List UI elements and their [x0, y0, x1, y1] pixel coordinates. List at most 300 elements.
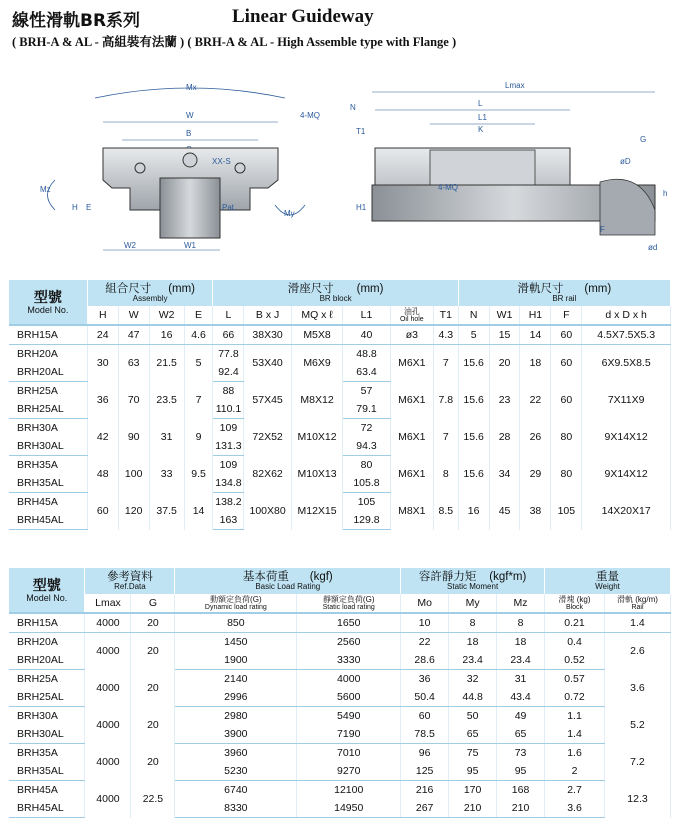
cell-my: 18 — [449, 633, 497, 652]
page-header — [0, 0, 680, 60]
cell-f: 60 — [551, 382, 582, 419]
col-w2: W2 — [149, 306, 184, 325]
cell-mo: 28.6 — [401, 651, 449, 670]
cell-n: 5 — [458, 325, 489, 345]
cell-dDh: 4.5X7.5X5.3 — [582, 325, 671, 345]
weight-cn: 重量 — [596, 571, 620, 583]
load-table-body — [9, 613, 671, 818]
model-cell: BRH30A — [9, 707, 85, 726]
cell-mo: 36 — [401, 670, 449, 689]
cell-mq: M5X8 — [291, 325, 343, 345]
cell-mo: 10 — [401, 613, 449, 633]
cell-mz: 18 — [497, 633, 545, 652]
col-dynamic-en: Dynamic load rating — [204, 603, 267, 611]
table-row — [9, 707, 671, 726]
load-en: Basic Load Rating — [255, 582, 321, 591]
cell-e: 4.6 — [184, 325, 213, 345]
cell-mq: M6X9 — [291, 345, 343, 382]
cell-w2: 16 — [149, 325, 184, 345]
cell-h: 48 — [87, 456, 118, 493]
cell-g: 20 — [131, 613, 175, 633]
col-rail — [604, 594, 670, 613]
label-mx: Mx — [186, 83, 197, 92]
cell-bj: 82X62 — [244, 456, 291, 493]
cell-mo: 78.5 — [401, 725, 449, 744]
cell-n: 15.6 — [458, 345, 489, 382]
model-cell: BRH15A — [9, 325, 87, 345]
cell-mq: M12X15 — [291, 493, 343, 530]
cell-w1: 20 — [489, 345, 520, 382]
label-my: My — [284, 209, 295, 218]
rail-cn: 滑軌尺寸 — [517, 283, 564, 295]
col-g: G — [131, 594, 175, 613]
cell-l: 109 — [213, 456, 244, 475]
ref-cn: 參考資料 — [106, 571, 153, 583]
cell-l: 110.1 — [213, 400, 244, 419]
assembly-en: Assembly — [132, 294, 168, 303]
cell-block: 0.57 — [545, 670, 605, 689]
cell-l1: 79.1 — [343, 400, 390, 419]
load-unit: (kgf) — [309, 571, 333, 583]
cell-t1: 4.3 — [433, 325, 458, 345]
table-row — [9, 744, 671, 763]
title-cn: 線性滑軌BR系列 — [12, 11, 141, 31]
col-w: W — [118, 306, 149, 325]
cell-rail: 2.6 — [604, 633, 670, 670]
model-header-en: Model No. — [27, 304, 69, 315]
cell-t1: 8 — [433, 456, 458, 493]
col-e: E — [184, 306, 213, 325]
model-cell: BRH45A — [9, 493, 87, 512]
label-h: H — [72, 203, 78, 212]
col-lmax: Lmax — [85, 594, 131, 613]
cell-mo: 50.4 — [401, 688, 449, 707]
cell-block: 1.4 — [545, 725, 605, 744]
col-oil-cn: 油孔 — [403, 306, 420, 316]
cell-lmax: 4000 — [85, 670, 131, 707]
cell-w2: 31 — [149, 419, 184, 456]
cell-dyn: 850 — [175, 613, 297, 633]
cell-t1: 8.5 — [433, 493, 458, 530]
cell-sta: 5490 — [297, 707, 401, 726]
block-group-header — [213, 280, 458, 306]
cell-mo: 96 — [401, 744, 449, 763]
label-w2: W2 — [124, 241, 136, 250]
cell-dDh: 6X9.5X8.5 — [582, 345, 671, 382]
cell-l: 134.8 — [213, 474, 244, 493]
cell-block: 0.21 — [545, 613, 605, 633]
col-mz: Mz — [497, 594, 545, 613]
cell-mo: 216 — [401, 781, 449, 800]
cell-sta: 4000 — [297, 670, 401, 689]
model-cell: BRH20A — [9, 633, 85, 652]
label-k: K — [478, 125, 484, 134]
weight-en: Weight — [595, 582, 620, 591]
cell-dyn: 3960 — [175, 744, 297, 763]
load-cn: 基本荷重 — [242, 571, 289, 583]
ref-en: Ref.Data — [114, 582, 146, 591]
cell-w1: 34 — [489, 456, 520, 493]
model-cell: BRH25A — [9, 670, 85, 689]
cell-block: 2.7 — [545, 781, 605, 800]
cell-lmax: 4000 — [85, 707, 131, 744]
cell-sta: 5600 — [297, 688, 401, 707]
cell-g: 20 — [131, 633, 175, 670]
col-oil-en: Oil hole — [399, 315, 424, 323]
label-mz: Mz — [40, 185, 51, 194]
model-cell: BRH35AL — [9, 474, 87, 493]
cell-w1: 28 — [489, 419, 520, 456]
table-row — [9, 419, 671, 438]
cell-l1: 94.3 — [343, 437, 390, 456]
cell-my: 65 — [449, 725, 497, 744]
cell-t1: 7 — [433, 419, 458, 456]
label-l1: L1 — [478, 113, 487, 122]
cell-dDh: 9X14X12 — [582, 419, 671, 456]
label-h1: H1 — [356, 203, 367, 212]
col-l: L — [213, 306, 244, 325]
cell-g: 20 — [131, 744, 175, 781]
cell-block: 0.72 — [545, 688, 605, 707]
cell-n: 16 — [458, 493, 489, 530]
assembly-group-header — [87, 280, 213, 306]
label-mq2: 4-MQ — [438, 183, 458, 192]
cell-my: 8 — [449, 613, 497, 633]
table-row — [9, 613, 671, 633]
cell-w1: 23 — [489, 382, 520, 419]
cell-bj: 57X45 — [244, 382, 291, 419]
label-pat: Pat. — [222, 203, 237, 212]
model-header-cn: 型號 — [33, 288, 62, 305]
model-cell: BRH35AL — [9, 762, 85, 781]
cell-l: 77.8 — [213, 345, 244, 364]
label-osd: ød — [648, 243, 658, 252]
model-cell: BRH45AL — [9, 511, 87, 530]
rail-group-header — [458, 280, 670, 306]
cell-mo: 22 — [401, 633, 449, 652]
cell-l1: 80 — [343, 456, 390, 475]
cell-w2: 23.5 — [149, 382, 184, 419]
cell-dDh: 7X11X9 — [582, 382, 671, 419]
cell-mz: 31 — [497, 670, 545, 689]
cell-rail: 5.2 — [604, 707, 670, 744]
technical-drawing — [0, 60, 680, 275]
cell-mz: 43.4 — [497, 688, 545, 707]
assembly-unit: (mm) — [168, 283, 196, 295]
cell-e: 7 — [184, 382, 213, 419]
cell-n: 15.6 — [458, 419, 489, 456]
cell-dyn: 5230 — [175, 762, 297, 781]
cell-dyn: 8330 — [175, 799, 297, 818]
cell-w: 70 — [118, 382, 149, 419]
cell-l1: 105.8 — [343, 474, 390, 493]
cell-l: 88 — [213, 382, 244, 401]
rail-en: BR rail — [552, 294, 577, 303]
table-row — [9, 781, 671, 800]
cell-bj: 100X80 — [244, 493, 291, 530]
cell-t1: 7 — [433, 345, 458, 382]
cell-sta: 12100 — [297, 781, 401, 800]
model-cell: BRH45AL — [9, 799, 85, 818]
table-row — [9, 670, 671, 689]
cell-w2: 37.5 — [149, 493, 184, 530]
model-cell: BRH20AL — [9, 363, 87, 382]
cell-w: 100 — [118, 456, 149, 493]
col-mo: Mo — [401, 594, 449, 613]
load-table — [9, 568, 671, 818]
col-rail-en: Rail — [631, 603, 644, 611]
col-mq: MQ x ℓ — [291, 306, 343, 325]
col-rail-unit: (kg/m) — [635, 594, 658, 604]
cell-h1: 18 — [520, 345, 551, 382]
cell-dyn: 6740 — [175, 781, 297, 800]
col-block-en: Block — [565, 603, 584, 611]
cell-l1: 57 — [343, 382, 390, 401]
rail-section — [160, 178, 220, 238]
cell-dDh: 14X20X17 — [582, 493, 671, 530]
cell-f: 60 — [551, 325, 582, 345]
col-w1: W1 — [489, 306, 520, 325]
model-cell: BRH25AL — [9, 400, 87, 419]
rail-unit: (mm) — [584, 283, 612, 295]
cell-w: 47 — [118, 325, 149, 345]
cell-l1: 40 — [343, 325, 390, 345]
label-l: L — [478, 99, 483, 108]
cell-l: 92.4 — [213, 363, 244, 382]
cell-mo: 125 — [401, 762, 449, 781]
cell-rail: 7.2 — [604, 744, 670, 781]
cell-g: 22.5 — [131, 781, 175, 818]
cell-mz: 49 — [497, 707, 545, 726]
cell-f: 60 — [551, 345, 582, 382]
label-e: E — [86, 203, 92, 212]
cell-my: 210 — [449, 799, 497, 818]
cell-mq: M8X12 — [291, 382, 343, 419]
cell-e: 9.5 — [184, 456, 213, 493]
cell-lmax: 4000 — [85, 781, 131, 818]
cell-oil: M8X1 — [390, 493, 433, 530]
cell-bj: 72X52 — [244, 419, 291, 456]
cell-w: 120 — [118, 493, 149, 530]
model-cell: BRH25AL — [9, 688, 85, 707]
cell-h1: 29 — [520, 456, 551, 493]
label-w1: W1 — [184, 241, 196, 250]
cell-lmax: 4000 — [85, 744, 131, 781]
cell-mz: 65 — [497, 725, 545, 744]
title-en: Linear Guideway — [232, 6, 374, 27]
model-cell: BRH20A — [9, 345, 87, 364]
col-static — [297, 594, 401, 613]
drawing-svg — [0, 60, 680, 275]
model-header-2-cn: 型號 — [32, 576, 61, 593]
cell-e: 5 — [184, 345, 213, 382]
cell-dyn: 2140 — [175, 670, 297, 689]
cell-mq: M10X13 — [291, 456, 343, 493]
col-f: F — [551, 306, 582, 325]
cell-h: 24 — [87, 325, 118, 345]
label-f: F — [600, 225, 605, 234]
cell-g: 20 — [131, 707, 175, 744]
cell-dDh: 9X14X12 — [582, 456, 671, 493]
table-row — [9, 345, 671, 364]
table-row — [9, 633, 671, 652]
cell-g: 20 — [131, 670, 175, 707]
cell-n: 15.6 — [458, 382, 489, 419]
cell-dyn: 1450 — [175, 633, 297, 652]
cell-block: 0.52 — [545, 651, 605, 670]
label-w: W — [186, 111, 194, 120]
side-view — [350, 81, 667, 252]
ref-group-header — [85, 568, 175, 594]
moment-unit: (kgf*m) — [489, 571, 527, 583]
label-mq: 4-MQ — [300, 111, 320, 120]
cell-sta: 2560 — [297, 633, 401, 652]
block-cn: 滑座尺寸 — [287, 283, 334, 295]
cell-f: 80 — [551, 419, 582, 456]
cell-block: 3.6 — [545, 799, 605, 818]
label-lmax: Lmax — [505, 81, 525, 90]
cell-mo: 60 — [401, 707, 449, 726]
cell-my: 75 — [449, 744, 497, 763]
cell-my: 23.4 — [449, 651, 497, 670]
model-cell: BRH20AL — [9, 651, 85, 670]
cell-my: 170 — [449, 781, 497, 800]
cell-oil: M6X1 — [390, 382, 433, 419]
cell-my: 44.8 — [449, 688, 497, 707]
col-bxj: B x J — [244, 306, 291, 325]
dimension-table — [9, 280, 671, 530]
col-my: My — [449, 594, 497, 613]
cell-w: 63 — [118, 345, 149, 382]
cell-dyn: 2980 — [175, 707, 297, 726]
label-b: B — [186, 129, 192, 138]
col-h1: H1 — [520, 306, 551, 325]
block-en: BR block — [319, 294, 352, 303]
cell-oil: ø3 — [390, 325, 433, 345]
cell-block: 1.1 — [545, 707, 605, 726]
cell-l1: 72 — [343, 419, 390, 438]
col-block-unit: (kg) — [576, 594, 591, 604]
cell-mz: 168 — [497, 781, 545, 800]
model-cell: BRH35A — [9, 744, 85, 763]
model-cell: BRH25A — [9, 382, 87, 401]
col-ddh: d x D x h — [582, 306, 671, 325]
cell-n: 15.6 — [458, 456, 489, 493]
cell-sta: 7010 — [297, 744, 401, 763]
label-t1: T1 — [356, 127, 366, 136]
table-row — [9, 382, 671, 401]
table-row — [9, 456, 671, 475]
cell-l1: 48.8 — [343, 345, 390, 364]
cell-mz: 210 — [497, 799, 545, 818]
cell-block: 1.6 — [545, 744, 605, 763]
cell-mz: 8 — [497, 613, 545, 633]
cell-h1: 38 — [520, 493, 551, 530]
col-static-en: Static load rating — [322, 603, 375, 611]
cell-lmax: 4000 — [85, 613, 131, 633]
table-row — [9, 325, 671, 345]
label-xx: XX-S — [212, 157, 231, 166]
cell-sta: 7190 — [297, 725, 401, 744]
col-dynamic — [175, 594, 297, 613]
cell-mz: 73 — [497, 744, 545, 763]
model-cell: BRH15A — [9, 613, 85, 633]
model-cell: BRH45A — [9, 781, 85, 800]
label-g: G — [640, 135, 647, 144]
cell-l: 66 — [213, 325, 244, 345]
label-od: øD — [620, 157, 631, 166]
cell-w2: 21.5 — [149, 345, 184, 382]
weight-group-header — [545, 568, 671, 594]
cell-mz: 23.4 — [497, 651, 545, 670]
cell-l: 163 — [213, 511, 244, 530]
col-block — [545, 594, 605, 613]
cell-l1: 129.8 — [343, 511, 390, 530]
cell-h: 60 — [87, 493, 118, 530]
subtitle: ( BRH-A & AL - 高組裝有法蘭 ) ( BRH-A & AL - High Assemble type with Flange ) — [12, 35, 457, 49]
model-cell: BRH30AL — [9, 437, 87, 456]
cell-w2: 33 — [149, 456, 184, 493]
cell-lmax: 4000 — [85, 633, 131, 670]
col-n: N — [458, 306, 489, 325]
cell-block: 2 — [545, 762, 605, 781]
cell-rail: 3.6 — [604, 670, 670, 707]
cell-bj: 53X40 — [244, 345, 291, 382]
col-t1: T1 — [433, 306, 458, 325]
cell-mq: M10X12 — [291, 419, 343, 456]
moment-cn: 容許靜力矩 — [418, 571, 477, 583]
cell-l: 131.3 — [213, 437, 244, 456]
col-static-cn: 靜額定負荷(G) — [322, 594, 375, 604]
cell-oil: M6X1 — [390, 419, 433, 456]
col-oil — [390, 306, 433, 325]
label-n: N — [350, 103, 356, 112]
cell-e: 9 — [184, 419, 213, 456]
cell-f: 105 — [551, 493, 582, 530]
cell-my: 32 — [449, 670, 497, 689]
dimension-table-body — [9, 325, 671, 530]
moment-group-header — [401, 568, 545, 594]
col-h: H — [87, 306, 118, 325]
col-dynamic-cn: 動額定負荷(G) — [210, 594, 262, 604]
cell-dyn: 2996 — [175, 688, 297, 707]
cell-h1: 26 — [520, 419, 551, 456]
cell-oil: M6X1 — [390, 456, 433, 493]
cell-l: 138.2 — [213, 493, 244, 512]
cell-dyn: 1900 — [175, 651, 297, 670]
cell-f: 80 — [551, 456, 582, 493]
cell-h: 36 — [87, 382, 118, 419]
cell-h1: 14 — [520, 325, 551, 345]
cell-bj: 38X30 — [244, 325, 291, 345]
load-group-header — [175, 568, 401, 594]
cell-oil: M6X1 — [390, 345, 433, 382]
cell-w1: 15 — [489, 325, 520, 345]
col-rail-cn: 滑軌 — [617, 594, 634, 604]
cell-mz: 95 — [497, 762, 545, 781]
table-row — [9, 493, 671, 512]
moment-en: Static Moment — [447, 582, 499, 591]
block-unit: (mm) — [356, 283, 384, 295]
front-view — [40, 83, 320, 250]
cell-sta: 3330 — [297, 651, 401, 670]
assembly-cn: 組合尺寸 — [105, 283, 152, 295]
cell-l1: 63.4 — [343, 363, 390, 382]
cell-my: 95 — [449, 762, 497, 781]
cell-sta: 14950 — [297, 799, 401, 818]
model-header — [9, 280, 87, 325]
cell-w1: 45 — [489, 493, 520, 530]
